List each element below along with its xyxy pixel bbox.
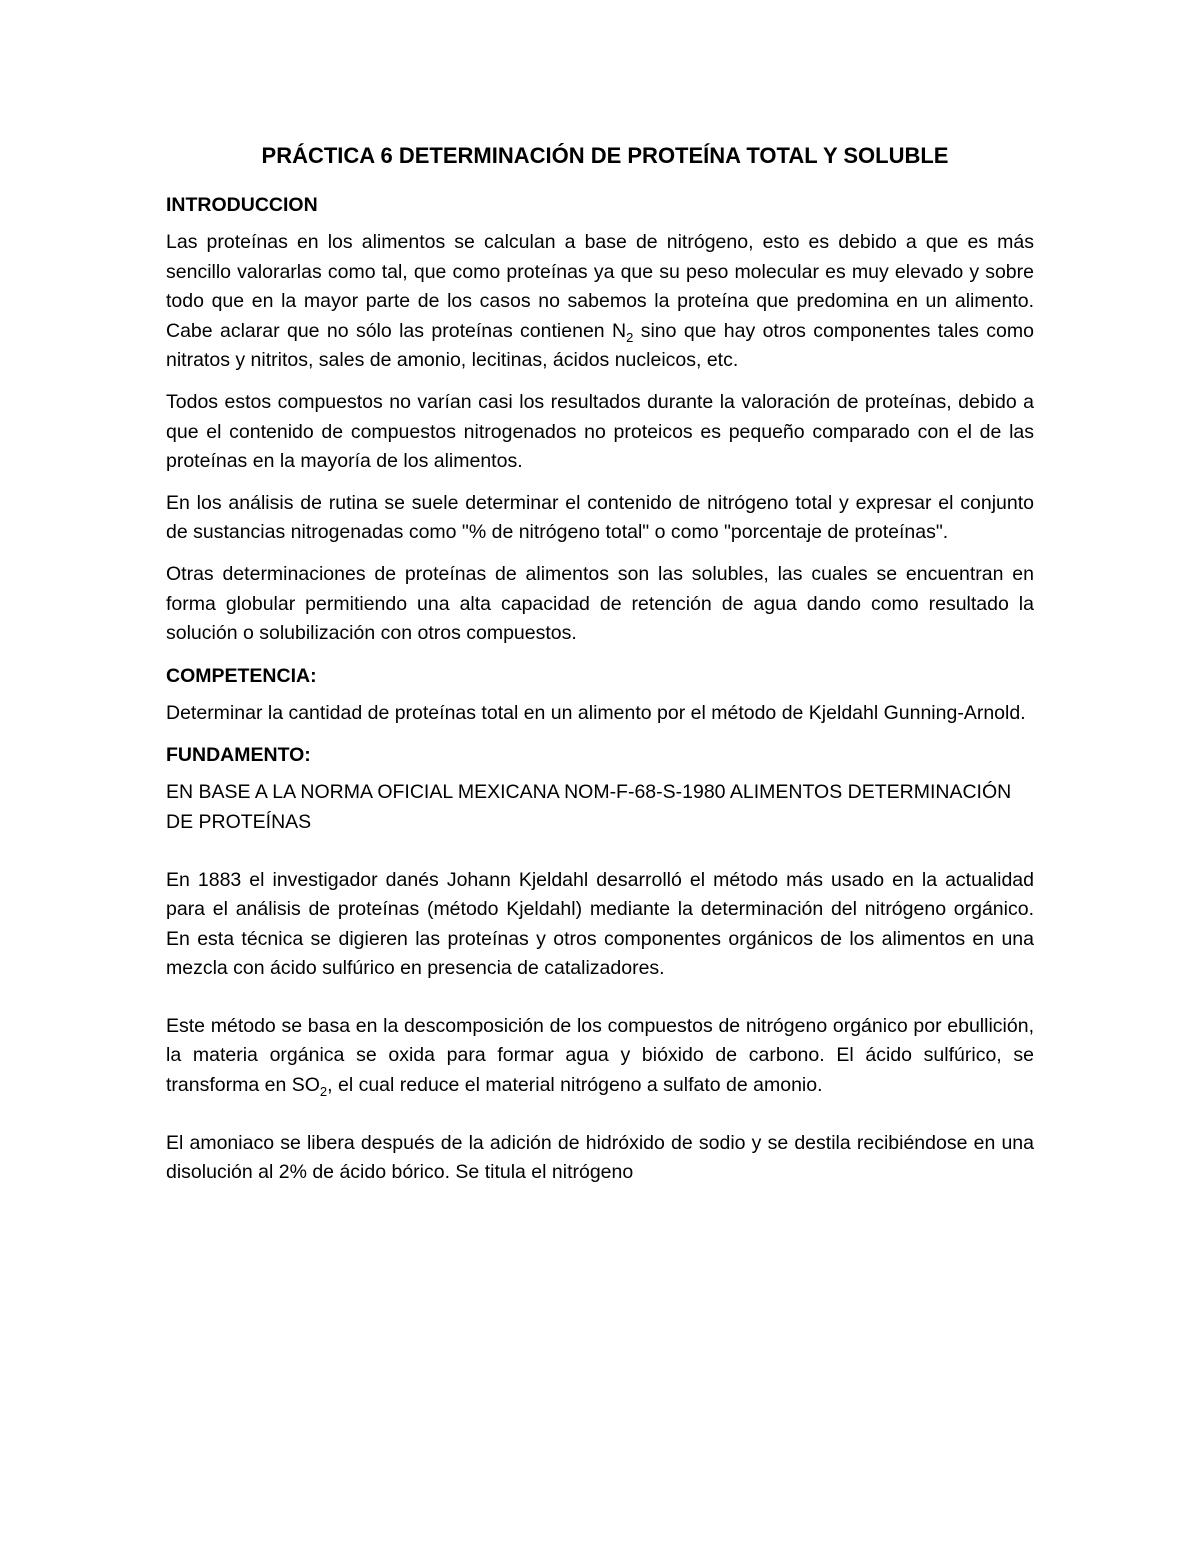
intro-p1-text-b: sino que hay otros componentes tales como nitratos y nitritos, sales de amonio, lecitinas, ácidos nucleicos, etc. [166, 319, 1034, 372]
intro-p1-text-a: Las proteínas en los alimentos se calculan a base de nitrógeno, esto es debido a que es más sencillo valorarlas como tal, que como proteínas ya que su peso molecular es muy elevado y sobre todo que en la mayor parte de los casos no sabemos la proteína que predomina en un alimento. Cabe aclarar que no sólo las proteínas contienen N [166, 231, 1034, 342]
fundamento-paragraph-2 [166, 1012, 1034, 1101]
intro-paragraph-4: Otras determinaciones de proteínas de alimentos son las solubles, las cuales se encuentran en forma globular permitiendo una alta capacidad de retención de agua dando como resultado la solución o solubilización con otros compuestos. [166, 562, 1034, 645]
fundamento-heading: FUNDAMENTO: [166, 744, 311, 767]
page-title: PRÁCTICA 6 DETERMINACIÓN DE PROTEÍNA TOTAL Y SOLUBLE [261, 143, 949, 168]
intro-paragraph-2: Todos estos compuestos no varían casi los resultados durante la valoración de proteínas, debido a que el contenido de compuestos nitrogenados no proteicos es pequeño comparado con el de las proteínas en la mayoría de los alimentos. [166, 390, 1034, 473]
so2-subscript: 2 [319, 1083, 328, 1099]
document-page [166, 140, 1034, 1188]
competencia-text: Determinar la cantidad de proteínas total en un alimento por el método de Kjeldahl Gunning-Arnold. [166, 701, 1026, 724]
fundamento-paragraph-3: El amoniaco se libera después de la adición de hidróxido de sodio y se destila recibiéndose en una disolución al 2% de ácido bórico. Se titula el nitrógeno [166, 1131, 1034, 1184]
fundamento-paragraph-1: En 1883 el investigador danés Johann Kjeldahl desarrolló el método más usado en la actualidad para el análisis de proteínas (método Kjeldahl) mediante la determinación del nitrógeno orgánico. En esta técnica se digieren las proteínas y otros componentes orgánicos de los alimentos en una mezcla con ácido sulfúrico en presencia de catalizadores. [166, 868, 1034, 980]
intro-paragraph-1 [166, 228, 1034, 376]
fund-p2-text-b: , el cual reduce el material nitrógeno a sulfato de amonio. [327, 1074, 823, 1097]
intro-paragraph-3: En los análisis de rutina se suele determinar el contenido de nitrógeno total y expresar el conjunto de sustancias nitrogenadas como "% de nitrógeno total" o como "porcentaje de proteínas". [166, 491, 1034, 544]
introduccion-heading: INTRODUCCION [166, 194, 318, 216]
norma-reference: EN BASE A LA NORMA OFICIAL MEXICANA NOM-F-68-S-1980 ALIMENTOS DETERMINACIÓN DE PROTEÍNAS [166, 781, 1012, 833]
competencia-heading: COMPETENCIA: [166, 664, 317, 687]
fund-p2-text-a: Este método se basa en la descomposición de los compuestos de nitrógeno orgánico por ebullición, la materia orgánica se oxida para formar agua y bióxido de carbono. El ácido sulfúrico, se transforma en SO [166, 1014, 1034, 1097]
nitrogen-subscript: 2 [626, 329, 634, 345]
